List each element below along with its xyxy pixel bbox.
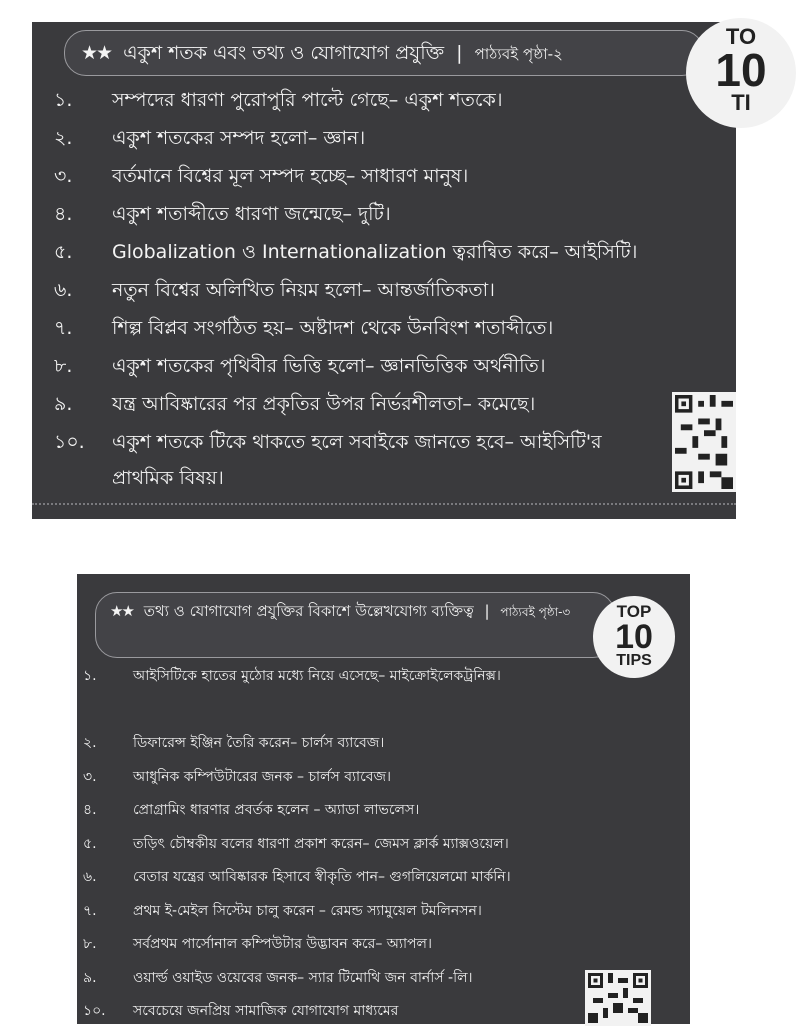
list-item: ৭. প্রথম ই-মেইল সিস্টেম চালু করেন – রেমন্ড স্যামুয়েল টমলিনসন। xyxy=(83,902,482,919)
top-10-tips-badge: TO 10 TI xyxy=(686,18,796,128)
qr-code-icon xyxy=(585,970,651,1026)
list-item: ৫. Globalization ও Internationalization ত্বরান্বিত করে– আইসিটি। xyxy=(54,241,638,263)
list-item: ৯. ওয়ার্ল্ড ওয়াইড ওয়েবের জনক– স্যার টিমোথি জন বার্নার্স -লি। xyxy=(83,969,473,986)
stars-icon: ★★ xyxy=(110,602,133,620)
panel-title-bar xyxy=(95,592,615,658)
list-item: ৮. সর্বপ্রথম পার্সোনাল কম্পিউটার উদ্ভাবন করে– অ্যাপল। xyxy=(83,936,432,952)
list-item: ৪. প্রোগ্রামিং ধারণার প্রবর্তক হলেন – অ্যাডা লাভলেস। xyxy=(83,802,420,818)
qr-code-icon xyxy=(672,392,736,492)
list-item: ৯. যন্ত্র আবিষ্কারের পর প্রকৃতির উপর নির্ভরশীলতা– কমেছে। xyxy=(54,393,536,415)
page-reference: পাঠ্যবই পৃষ্ঠা-২ xyxy=(474,45,563,63)
list-item: ১০. সবেচেয়ে জনপ্রিয় সামাজিক যোগাযোগ মাধ্যমের xyxy=(83,1003,399,1019)
list-item: ৩. বর্তমানে বিশ্বের মূল সম্পদ হচ্ছে– সাধারণ মানুষ। xyxy=(54,165,469,187)
tips-panel-1 xyxy=(32,22,767,519)
list-item: ২. একুশ শতকের সম্পদ হলো– জ্ঞান। xyxy=(54,127,366,149)
list-item: ১০. একুশ শতকে টিকে থাকতে হলে সবাইকে জানতে হবে– আইসিটি'র প্রাথমিক বিষয়। xyxy=(54,431,602,489)
list-item: ৪. একুশ শতাব্দীতে ধারণা জন্মেছে– দুটি। xyxy=(54,203,391,225)
panel-title: এক‍ুশ শতক এবং তথ্য ও যোগাযোগ প্রযুক্তি xyxy=(123,42,445,64)
panel-title-bar xyxy=(64,30,704,76)
list-item: ৮. একুশ শতকের পৃথিবীর ভিত্তি হলো– জ্ঞানভিত্তিক অর্থনীতি। xyxy=(54,355,546,377)
list-item: ৬. নতুন বিশ্বের অলিখিত নিয়ম হলো– আন্তর্জাতিকতা। xyxy=(54,279,495,301)
list-item: ১. আইসিটিকে হাতের মুঠোর মধ্যে নিয়ে এসেছে– মাইক্রোইলেকট্রনিক্স। xyxy=(83,668,501,684)
list-item: ৫. তড়িৎ চৌম্বকীয় বলের ধারণা প্রকাশ করেন– জেমস ক্লার্ক ম্যাক্সওয়েল। xyxy=(83,835,509,852)
divider xyxy=(32,503,736,505)
panel-title: তথ্য ও যোগাযোগ প্রযুক্তির বিকাশে উল্লেখযোগ্য ব্যক্তিত্ব xyxy=(143,602,474,620)
tips-panel-2 xyxy=(77,574,690,1024)
list-item: ১. সম্পদের ধারণা পুরোপুরি পাল্টে গেছে– একুশ শতকে। xyxy=(54,89,503,111)
tip-list xyxy=(54,82,694,498)
page-reference: পাঠ্যবই পৃষ্ঠা-৩ xyxy=(500,605,571,619)
title-separator: | xyxy=(456,42,463,64)
title-separator: | xyxy=(484,602,490,620)
top-10-tips-badge: TOP 10 TIPS xyxy=(593,596,675,678)
list-item: ৬. বেতার যন্ত্রের আবিষ্কারক হিসাবে স্বীকৃতি পান– গুগলিয়েলমো মার্কনি। xyxy=(83,869,511,885)
list-item: ৩. আধুনিক কম্পিউটারের জনক – চার্লস ব্যাবেজ। xyxy=(83,768,392,785)
stars-icon: ★★ xyxy=(81,42,112,64)
list-item: ২. ডিফারেন্স ইঞ্জিন তৈরি করেন– চার্লস ব্যাবেজ। xyxy=(83,735,385,751)
list-item: ৭. শিল্প বিপ্লব সংগঠিত হয়– অষ্টাদশ থেকে উনবিংশ শতাব্দীতে। xyxy=(54,317,554,339)
